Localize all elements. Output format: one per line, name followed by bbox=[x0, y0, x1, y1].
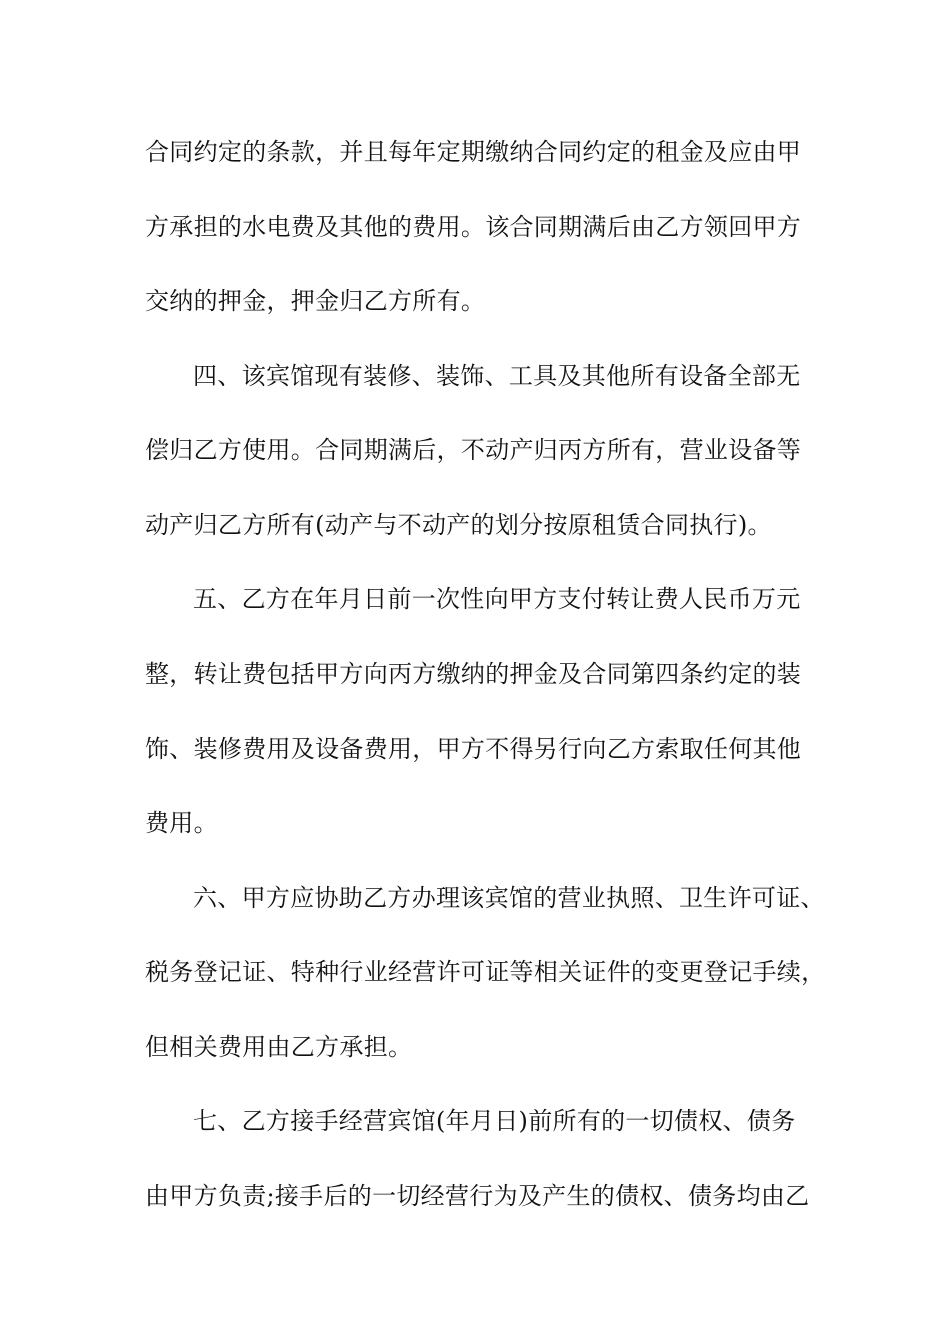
text-line: 偿归乙方使用。合同期满后，不动产归丙方所有，营业设备等 bbox=[145, 436, 802, 464]
text-line: 合同约定的条款，并且每年定期缴纳合同约定的租金及应由甲 bbox=[145, 138, 802, 166]
text-line: 方承担的水电费及其他的费用。该合同期满后由乙方领回甲方 bbox=[145, 213, 802, 241]
text-line: 饰、装修费用及设备费用，甲方不得另行向乙方索取任何其他 bbox=[145, 735, 802, 763]
text-line: 但相关费用由乙方承担。 bbox=[145, 1033, 413, 1061]
text-line: 交纳的押金，押金归乙方所有。 bbox=[145, 287, 486, 315]
text-line: 税务登记证、特种行业经营许可证等相关证件的变更登记手续， bbox=[145, 958, 826, 986]
text-line: 费用。 bbox=[145, 809, 218, 837]
text-line: 整，转让费包括甲方向丙方缴纳的押金及合同第四条约定的装 bbox=[145, 660, 802, 688]
paragraph-start-line: 五、乙方在年月日前一次性向甲方支付转让费人民币万元 bbox=[193, 585, 801, 613]
paragraph-start-line: 六、甲方应协助乙方办理该宾馆的营业执照、卫生许可证、 bbox=[193, 884, 825, 912]
text-line: 动产归乙方所有(动产与不动产的划分按原租赁合同执行)。 bbox=[145, 511, 772, 539]
text-line: 由甲方负责;接手后的一切经营行为及产生的债权、债务均由乙 bbox=[145, 1182, 810, 1210]
paragraph-start-line: 七、乙方接手经营宾馆(年月日)前所有的一切债权、债务 bbox=[193, 1107, 796, 1135]
paragraph-start-line: 四、该宾馆现有装修、装饰、工具及其他所有设备全部无 bbox=[193, 362, 801, 390]
